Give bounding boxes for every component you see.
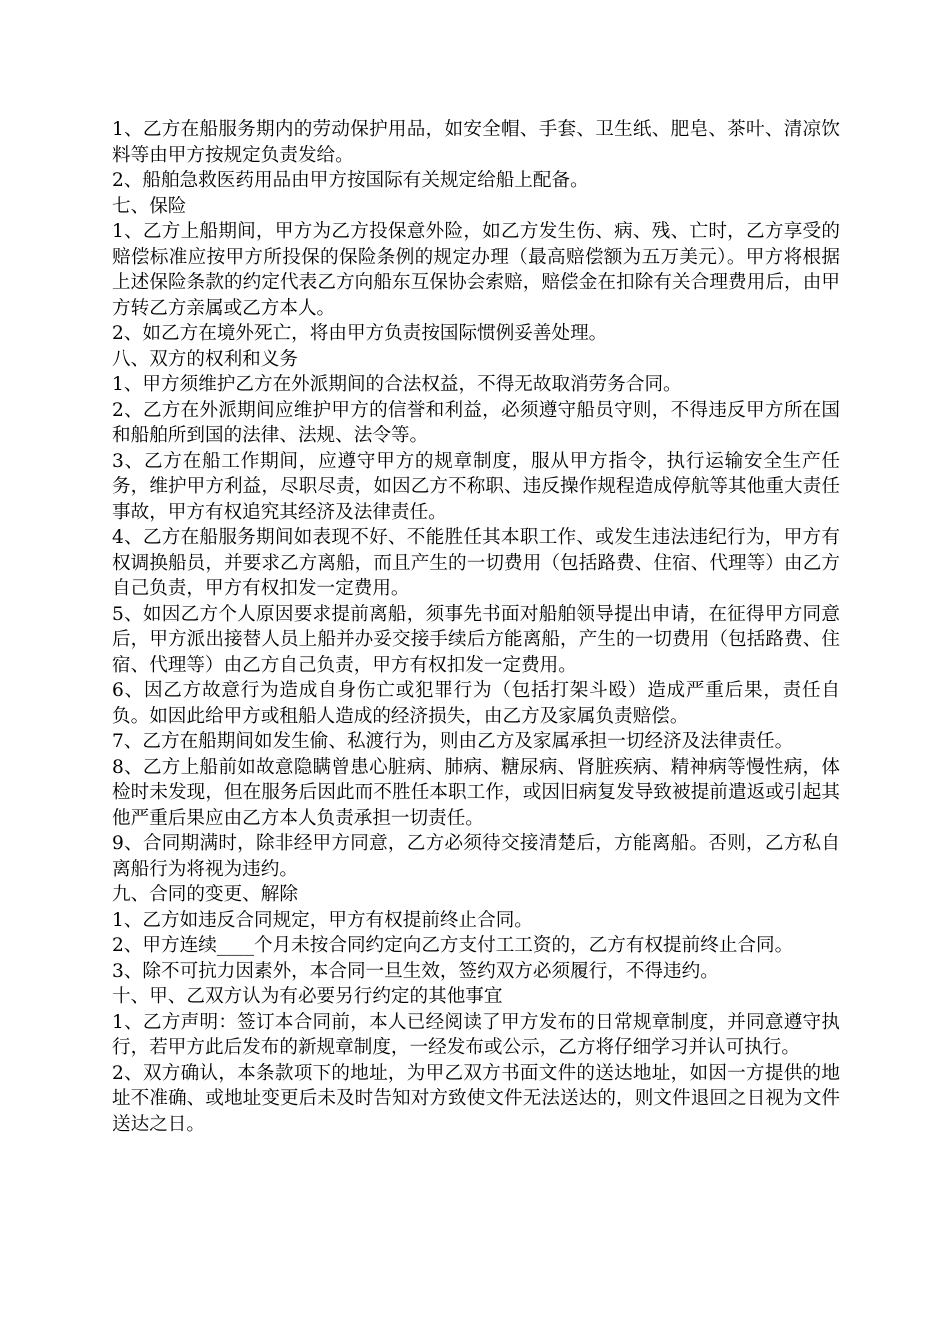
paragraph-change-1: 1、乙方如违反合同规定，甲方有权提前终止合同。 (112, 909, 533, 931)
section-heading-other-matters: 十、甲、乙双方认为有必要另行约定的其他事宜 (112, 986, 503, 1007)
section-heading-contract-change: 九、合同的变更、解除 (112, 884, 298, 905)
paragraph-rights-1: 1、甲方须维护乙方在外派期间的合法权益，不得无故取消劳务合同。 (112, 374, 682, 395)
paragraph-rights-4: 4、乙方在船服务期间如表现不好、不能胜任其本职工作、或发生违法违纪行为，甲方有权调换船员，并要求乙方离船，而且产生的一切费用（包括路费、住宿、代理等）由乙方自己负责，甲方有权扣发一定费用。 (112, 527, 840, 599)
document-page (112, 117, 840, 1137)
paragraph-other-1: 1、乙方声明：签订本合同前，本人已经阅读了甲方发布的日常规章制度，并同意遵守执行，若甲方此后发布的新规章制度，一经发布或公示，乙方将仔细学习并认可执行。 (112, 1011, 840, 1058)
paragraph-rights-7: 7、乙方在船期间如发生偷、私渡行为，则由乙方及家属承担一切经济及法律责任。 (112, 731, 794, 752)
paragraph-rights-2: 2、乙方在外派期间应维护甲方的信誉和利益，必须遵守船员守则，不得违反甲方所在国和船舶所到国的法律、法规、法令等。 (112, 399, 840, 446)
paragraph-rights-8: 8、乙方上船前如故意隐瞒曾患心脏病、肺病、糖尿病、肾脏疾病、精神病等慢性病，体检时未发现，但在服务后因此而不胜任本职工作，或因旧病复发导致被提前遣返或引起其他严重后果应由乙方本人负责承担一切责任。 (112, 756, 840, 829)
paragraph-rights-9: 9、合同期满时，除非经甲方同意，乙方必须待交接清楚后，方能离船。否则，乙方私自离船行为将视为违约。 (112, 833, 840, 880)
section-heading-rights-obligations: 八、双方的权利和义务 (112, 348, 298, 370)
paragraph-labor-protection: 1、乙方在船服务期内的劳动保护用品，如安全帽、手套、卫生纸、肥皂、茶叶、清凉饮料等由甲方按规定负责发给。 (112, 119, 840, 166)
paragraph-rights-5: 5、如因乙方个人原因要求提前离船，须事先书面对船舶领导提出申请，在征得甲方同意后，甲方派出接替人员上船并办妥交接手续后方能离船，产生的一切费用（包括路费、住宿、代理等）由乙方自己负责，甲方有权扣发一定费用。 (112, 603, 840, 676)
paragraph-insurance-2: 2、如乙方在境外死亡，将由甲方负责按国际惯例妥善处理。 (112, 323, 608, 344)
section-heading-insurance: 七、保险 (112, 195, 187, 217)
paragraph-rights-6: 6、因乙方故意行为造成自身伤亡或犯罪行为（包括打架斗殴）造成严重后果，责任自负。如因此给甲方或租船人造成的经济损失，由乙方及家属负责赔偿。 (112, 680, 840, 727)
paragraph-change-3: 3、除不可抗力因素外，本合同一旦生效，签约双方必须履行，不得违约。 (112, 960, 719, 982)
paragraph-medical-supplies: 2、船舶急救医药用品由甲方按国际有关规定给船上配备。 (112, 170, 589, 191)
paragraph-change-2: 2、甲方连续____个月未按合同约定向乙方支付工工资的，乙方有权提前终止合同。 (112, 935, 794, 956)
paragraph-insurance-1: 1、乙方上船期间，甲方为乙方投保意外险，如乙方发生伤、病、残、亡时，乙方享受的赔偿标准应按甲方所投保的保险条例的规定办理（最高赔偿额为五万美元）。甲方将根据上述保险条款的约定代表乙方向船东互保协会索赔，赔偿金在扣除有关合理费用后，由甲方转乙方亲属或乙方本人。 (112, 221, 840, 319)
paragraph-other-2: 2、双方确认，本条款项下的地址，为甲乙双方书面文件的送达地址，如因一方提供的地址不准确、或地址变更后未及时告知对方致使文件无法送达的，则文件退回之日视为文件送达之日。 (112, 1062, 840, 1135)
paragraph-rights-3: 3、乙方在船工作期间，应遵守甲方的规章制度，服从甲方指令，执行运输安全生产任务，维护甲方利益，尽职尽责，如因乙方不称职、违反操作规程造成停航等其他重大责任事故，甲方有权追究其经济及法律责任。 (112, 450, 840, 523)
